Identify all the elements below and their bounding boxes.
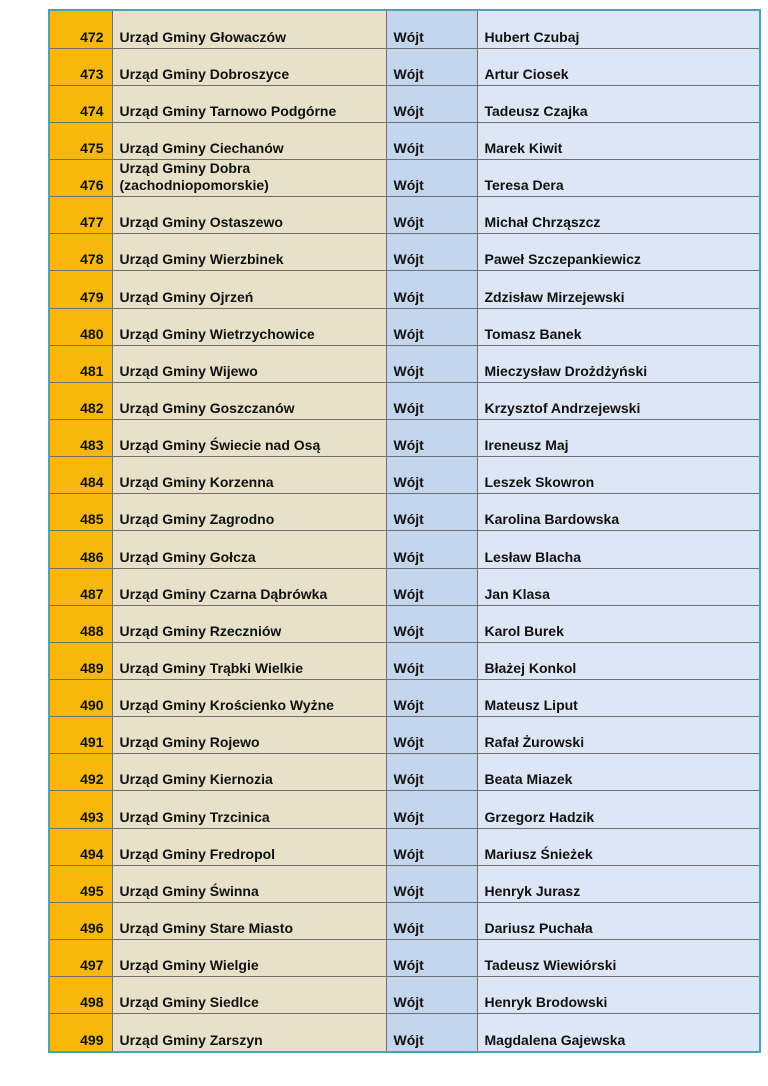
official-name: Jan Klasa — [477, 568, 759, 605]
official-role: Wójt — [386, 48, 477, 85]
office-name: Urząd Gminy Rojewo — [112, 717, 386, 754]
official-name: Mariusz Śnieżek — [477, 828, 759, 865]
official-name: Marek Kiwit — [477, 122, 759, 159]
table-row — [50, 902, 759, 939]
table-row — [50, 271, 759, 308]
official-role: Wójt — [386, 791, 477, 828]
row-number: 478 — [50, 234, 112, 271]
office-name: Urząd Gminy Goszczanów — [112, 382, 386, 419]
table-row — [50, 680, 759, 717]
row-number: 493 — [50, 791, 112, 828]
official-name: Karol Burek — [477, 605, 759, 642]
row-number: 485 — [50, 494, 112, 531]
table-row — [50, 977, 759, 1014]
official-name: Zdzisław Mirzejewski — [477, 271, 759, 308]
office-name: Urząd Gminy Dobra (zachodniopomorskie) — [112, 160, 386, 197]
office-name: Urząd Gminy Stare Miasto — [112, 902, 386, 939]
official-role: Wójt — [386, 85, 477, 122]
official-role: Wójt — [386, 754, 477, 791]
office-name: Urząd Gminy Wierzbinek — [112, 234, 386, 271]
officials-table-body — [50, 11, 759, 1051]
table-row — [50, 642, 759, 679]
row-number: 489 — [50, 642, 112, 679]
official-role: Wójt — [386, 160, 477, 197]
table-row — [50, 494, 759, 531]
row-number: 482 — [50, 382, 112, 419]
office-name: Urząd Gminy Trzcinica — [112, 791, 386, 828]
row-number: 499 — [50, 1014, 112, 1051]
office-name: Urząd Gminy Ostaszewo — [112, 197, 386, 234]
official-name: Krzysztof Andrzejewski — [477, 382, 759, 419]
official-name: Artur Ciosek — [477, 48, 759, 85]
official-name: Tadeusz Czajka — [477, 85, 759, 122]
table-row — [50, 122, 759, 159]
table-row — [50, 234, 759, 271]
office-name: Urząd Gminy Siedlce — [112, 977, 386, 1014]
official-role: Wójt — [386, 234, 477, 271]
table-row — [50, 457, 759, 494]
table-row — [50, 568, 759, 605]
office-name: Urząd Gminy Wielgie — [112, 940, 386, 977]
official-role: Wójt — [386, 197, 477, 234]
row-number: 477 — [50, 197, 112, 234]
row-number: 481 — [50, 345, 112, 382]
official-role: Wójt — [386, 828, 477, 865]
table-row — [50, 940, 759, 977]
official-name: Paweł Szczepankiewicz — [477, 234, 759, 271]
table-row — [50, 605, 759, 642]
official-name: Dariusz Puchała — [477, 902, 759, 939]
table-row — [50, 420, 759, 457]
row-number: 492 — [50, 754, 112, 791]
official-role: Wójt — [386, 642, 477, 679]
official-role: Wójt — [386, 605, 477, 642]
official-name: Henryk Jurasz — [477, 865, 759, 902]
table-row — [50, 865, 759, 902]
official-name: Lesław Blacha — [477, 531, 759, 568]
office-name: Urząd Gminy Trąbki Wielkie — [112, 642, 386, 679]
office-name: Urząd Gminy Świnna — [112, 865, 386, 902]
official-name: Mieczysław Drożdżyński — [477, 345, 759, 382]
official-role: Wójt — [386, 494, 477, 531]
row-number: 494 — [50, 828, 112, 865]
table-row — [50, 382, 759, 419]
official-role: Wójt — [386, 940, 477, 977]
official-role: Wójt — [386, 308, 477, 345]
official-role: Wójt — [386, 11, 477, 48]
row-number: 472 — [50, 11, 112, 48]
official-role: Wójt — [386, 902, 477, 939]
table-row — [50, 1014, 759, 1051]
official-role: Wójt — [386, 865, 477, 902]
official-role: Wójt — [386, 122, 477, 159]
row-number: 497 — [50, 940, 112, 977]
row-number: 498 — [50, 977, 112, 1014]
official-role: Wójt — [386, 531, 477, 568]
office-name: Urząd Gminy Tarnowo Podgórne — [112, 85, 386, 122]
table-row — [50, 754, 759, 791]
table-row — [50, 717, 759, 754]
row-number: 495 — [50, 865, 112, 902]
table-row — [50, 160, 759, 197]
official-role: Wójt — [386, 1014, 477, 1051]
table-row — [50, 828, 759, 865]
row-number: 487 — [50, 568, 112, 605]
row-number: 475 — [50, 122, 112, 159]
office-name: Urząd Gminy Czarna Dąbrówka — [112, 568, 386, 605]
official-name: Karolina Bardowska — [477, 494, 759, 531]
official-role: Wójt — [386, 345, 477, 382]
official-name: Rafał Żurowski — [477, 717, 759, 754]
official-role: Wójt — [386, 382, 477, 419]
official-name: Mateusz Liput — [477, 680, 759, 717]
table-row — [50, 11, 759, 48]
row-number: 480 — [50, 308, 112, 345]
table-row — [50, 197, 759, 234]
row-number: 479 — [50, 271, 112, 308]
office-name: Urząd Gminy Zagrodno — [112, 494, 386, 531]
office-name: Urząd Gminy Głowaczów — [112, 11, 386, 48]
official-role: Wójt — [386, 420, 477, 457]
office-name: Urząd Gminy Świecie nad Osą — [112, 420, 386, 457]
table-row — [50, 531, 759, 568]
office-name: Urząd Gminy Krościenko Wyżne — [112, 680, 386, 717]
official-name: Błażej Konkol — [477, 642, 759, 679]
table-row — [50, 48, 759, 85]
official-role: Wójt — [386, 977, 477, 1014]
office-name: Urząd Gminy Zarszyn — [112, 1014, 386, 1051]
official-name: Leszek Skowron — [477, 457, 759, 494]
row-number: 486 — [50, 531, 112, 568]
office-name: Urząd Gminy Rzeczniów — [112, 605, 386, 642]
official-role: Wójt — [386, 271, 477, 308]
row-number: 490 — [50, 680, 112, 717]
table-row — [50, 345, 759, 382]
office-name: Urząd Gminy Korzenna — [112, 457, 386, 494]
official-name: Hubert Czubaj — [477, 11, 759, 48]
official-name: Beata Miazek — [477, 754, 759, 791]
official-role: Wójt — [386, 568, 477, 605]
office-name: Urząd Gminy Gołcza — [112, 531, 386, 568]
office-name: Urząd Gminy Ojrzeń — [112, 271, 386, 308]
official-name: Magdalena Gajewska — [477, 1014, 759, 1051]
office-name: Urząd Gminy Wijewo — [112, 345, 386, 382]
official-name: Michał Chrząszcz — [477, 197, 759, 234]
row-number: 474 — [50, 85, 112, 122]
row-number: 476 — [50, 160, 112, 197]
office-name: Urząd Gminy Kiernozia — [112, 754, 386, 791]
office-name: Urząd Gminy Dobroszyce — [112, 48, 386, 85]
official-name: Tadeusz Wiewiórski — [477, 940, 759, 977]
official-role: Wójt — [386, 680, 477, 717]
official-name: Tomasz Banek — [477, 308, 759, 345]
official-name: Ireneusz Maj — [477, 420, 759, 457]
table-row — [50, 791, 759, 828]
row-number: 488 — [50, 605, 112, 642]
officials-table — [50, 11, 759, 1051]
row-number: 491 — [50, 717, 112, 754]
office-name: Urząd Gminy Ciechanów — [112, 122, 386, 159]
row-number: 483 — [50, 420, 112, 457]
office-name: Urząd Gminy Wietrzychowice — [112, 308, 386, 345]
official-role: Wójt — [386, 717, 477, 754]
row-number: 484 — [50, 457, 112, 494]
row-number: 473 — [50, 48, 112, 85]
row-number: 496 — [50, 902, 112, 939]
officials-table-frame — [48, 9, 761, 1053]
table-row — [50, 85, 759, 122]
official-role: Wójt — [386, 457, 477, 494]
official-name: Grzegorz Hadzik — [477, 791, 759, 828]
official-name: Henryk Brodowski — [477, 977, 759, 1014]
office-name: Urząd Gminy Fredropol — [112, 828, 386, 865]
official-name: Teresa Dera — [477, 160, 759, 197]
table-row — [50, 308, 759, 345]
